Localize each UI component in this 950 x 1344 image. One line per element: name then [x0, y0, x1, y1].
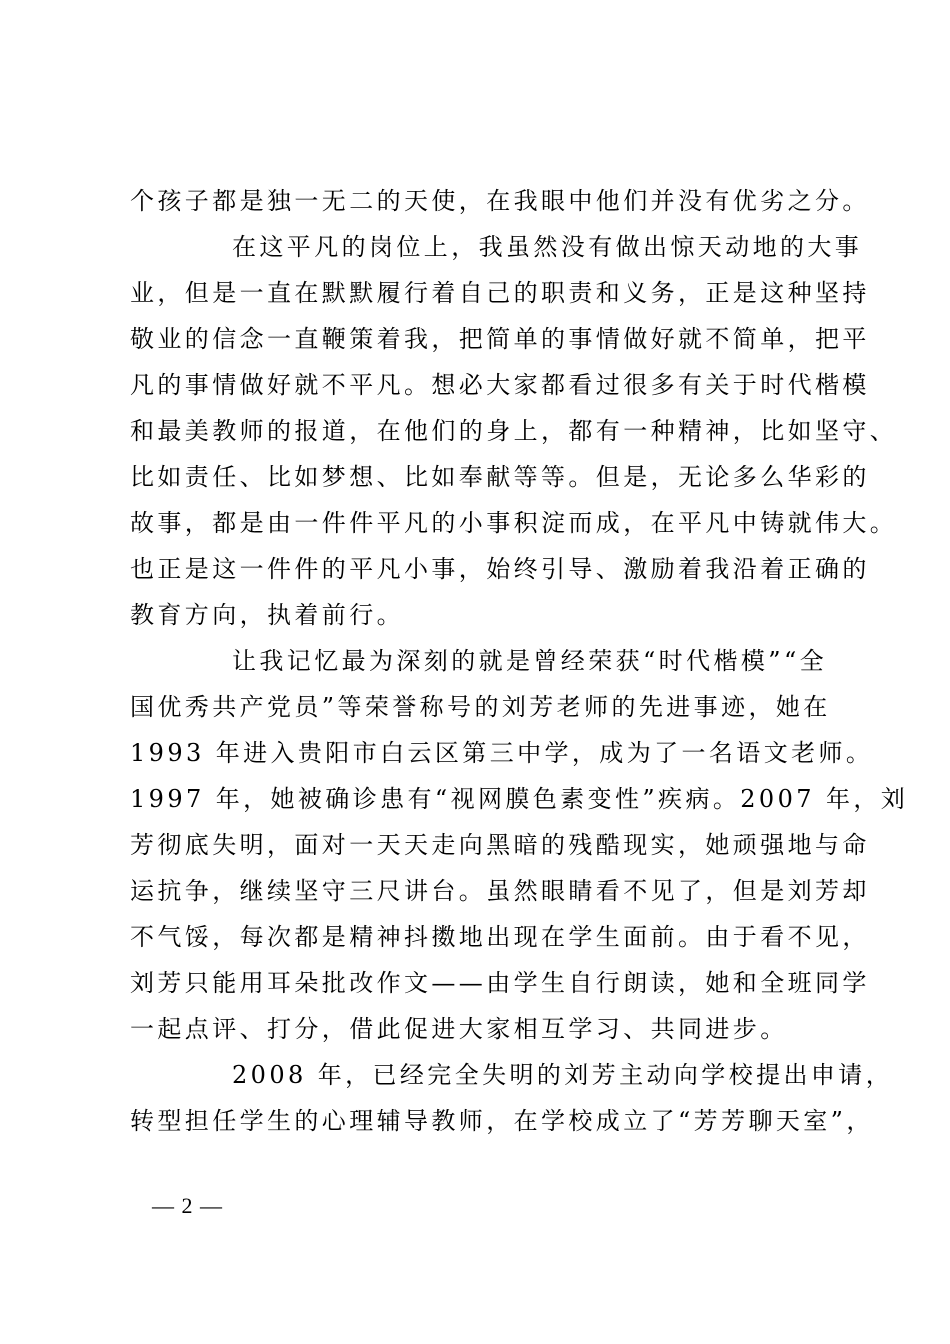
text-line: 一起点评、打分，借此促进大家相互学习、共同进步。	[130, 1015, 788, 1043]
text-line: 也正是这一件件的平凡小事，始终引导、激励着我沿着正确的	[130, 555, 870, 583]
text-line: 故事，都是由一件件平凡的小事积淀而成，在平凡中铸就伟大。	[130, 509, 898, 537]
text-line: 比如责任、比如梦想、比如奉献等等。但是，无论多么华彩的	[130, 463, 870, 491]
text-line: 运抗争，继续坚守三尺讲台。虽然眼睛看不见了，但是刘芳却	[130, 877, 870, 905]
text-line: 个孩子都是独一无二的天使，在我眼中他们并没有优劣之分。	[130, 187, 870, 215]
text-line: 1993 年进入贵阳市白云区第三中学，成为了一名语文老师。	[130, 739, 874, 767]
text-line: 在这平凡的岗位上，我虽然没有做出惊天动地的大事	[232, 233, 863, 261]
text-line: 不气馁，每次都是精神抖擞地出现在学生面前。由于看不见，	[130, 923, 870, 951]
text-line: 国优秀共产党员”等荣誉称号的刘芳老师的先进事迹，她在	[130, 693, 831, 721]
page-number: — 2 —	[152, 1193, 223, 1218]
text-line: 转型担任学生的心理辅导教师，在学校成立了“芳芳聊天室”，	[130, 1107, 874, 1135]
text-line: 和最美教师的报道，在他们的身上，都有一种精神，比如坚守、	[130, 417, 898, 445]
text-line: 凡的事情做好就不平凡。想必大家都看过很多有关于时代楷模	[130, 371, 870, 399]
text-line: 让我记忆最为深刻的就是曾经荣获“时代楷模”“全	[232, 647, 828, 675]
text-line: 业，但是一直在默默履行着自己的职责和义务，正是这种坚持	[130, 279, 870, 307]
text-line: 1997 年，她被确诊患有“视网膜色素变性”疾病。2007 年，刘	[130, 785, 909, 813]
text-line: 芳彻底失明，面对一天天走向黑暗的残酷现实，她顽强地与命	[130, 831, 870, 859]
text-line: 刘芳只能用耳朵批改作文——由学生自行朗读，她和全班同学	[130, 969, 870, 997]
text-line: 2008 年，已经完全失明的刘芳主动向学校提出申请，	[232, 1061, 894, 1089]
text-line: 敬业的信念一直鞭策着我，把简单的事情做好就不简单，把平	[130, 325, 870, 353]
text-line: 教育方向，执着前行。	[130, 601, 404, 629]
